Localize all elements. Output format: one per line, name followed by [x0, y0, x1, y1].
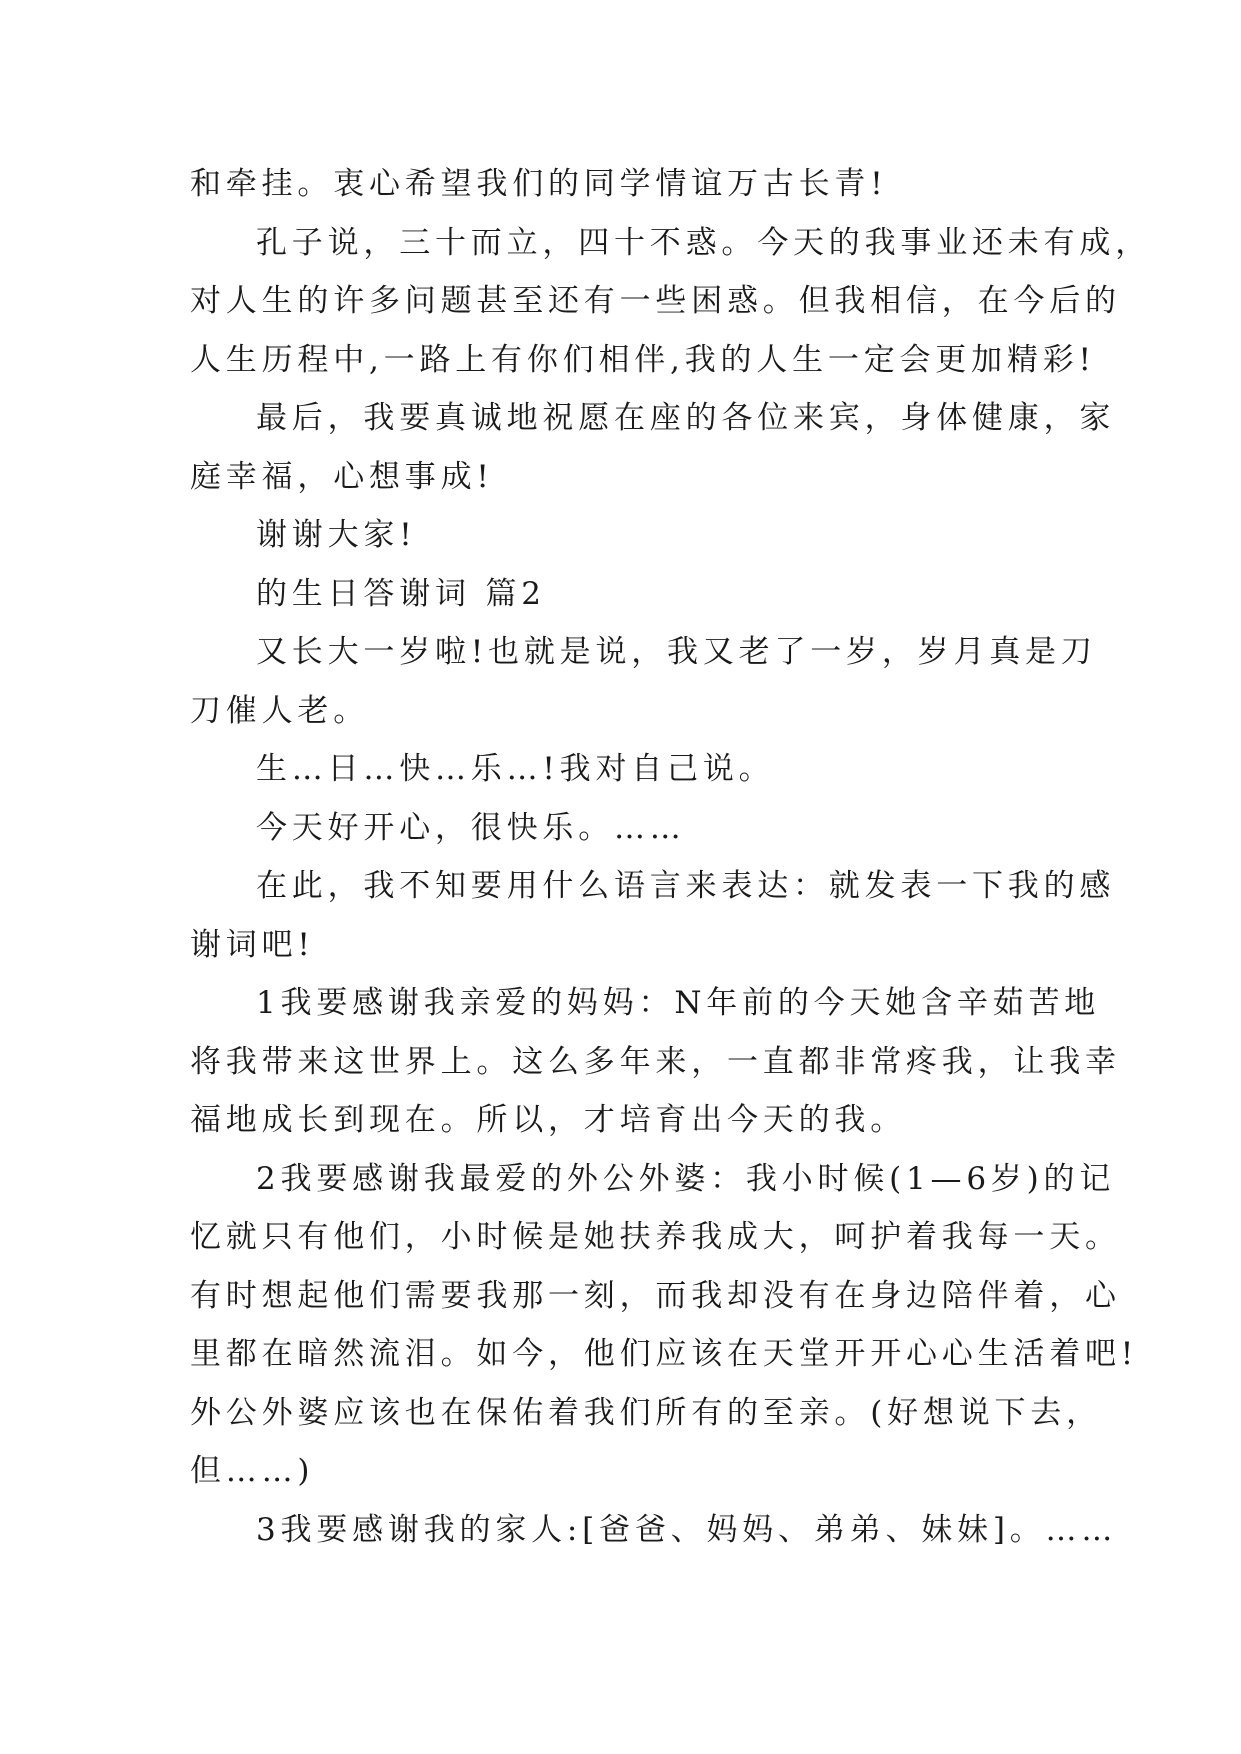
text-line: 有时想起他们需要我那一刻，而我却没有在身边陪伴着，心 [190, 1277, 1121, 1314]
text-line: 将我带来这世界上。这么多年来，一直都非常疼我，让我幸 [190, 1043, 1121, 1080]
text-line: 谢词吧! [190, 926, 315, 963]
text-line: 刀催人老。 [190, 692, 369, 729]
text-line: 里都在暗然流泪。如今，他们应该在天堂开开心心生活着吧! [190, 1336, 1139, 1372]
text-line: 3我要感谢我的家人:[爸爸、妈妈、弟弟、妹妹]。…… [256, 1511, 1118, 1548]
text-line: 又长大一岁啦!也就是说，我又老了一岁，岁月真是刀 [256, 634, 1097, 670]
text-line: 2我要感谢我最爱的外公外婆：我小时候(1—6岁)的记 [256, 1160, 1116, 1197]
text-line: 人生历程中,一路上有你们相伴,我的人生一定会更加精彩! [190, 341, 1096, 378]
text-line: 外公外婆应该也在保佑着我们所有的至亲。(好想说下去， [190, 1394, 1102, 1431]
body-text [190, 155, 1151, 1559]
section-heading: 的生日答谢词 篇2 [256, 575, 546, 612]
text-line: 孔子说，三十而立，四十不惑。今天的我事业还未有成， [256, 224, 1151, 261]
text-line: 生…日…快…乐…!我对自己说。 [256, 751, 775, 787]
text-line: 对人生的许多问题甚至还有一些困惑。但我相信，在今后的 [190, 283, 1121, 319]
text-line: 最后，我要真诚地祝愿在座的各位来宾，身体健康，家 [256, 400, 1116, 436]
text-line: 忆就只有他们，小时候是她扶养我成大，呵护着我每一天。 [190, 1219, 1121, 1255]
text-line: 今天好开心，很快乐。…… [256, 809, 686, 846]
text-line: 庭幸福，心想事成! [190, 458, 494, 495]
text-line: 和牵挂。衷心希望我们的同学情谊万古长青! [190, 166, 888, 202]
text-line: 谢谢大家! [256, 517, 417, 553]
text-line: 但……) [190, 1453, 315, 1489]
text-line: 福地成长到现在。所以，才培育出今天的我。 [190, 1102, 906, 1138]
text-line: 在此，我不知要用什么语言来表达：就发表一下我的感 [256, 868, 1116, 904]
text-line: 1我要感谢我亲爱的妈妈：N年前的今天她含辛茹苦地 [256, 985, 1101, 1021]
